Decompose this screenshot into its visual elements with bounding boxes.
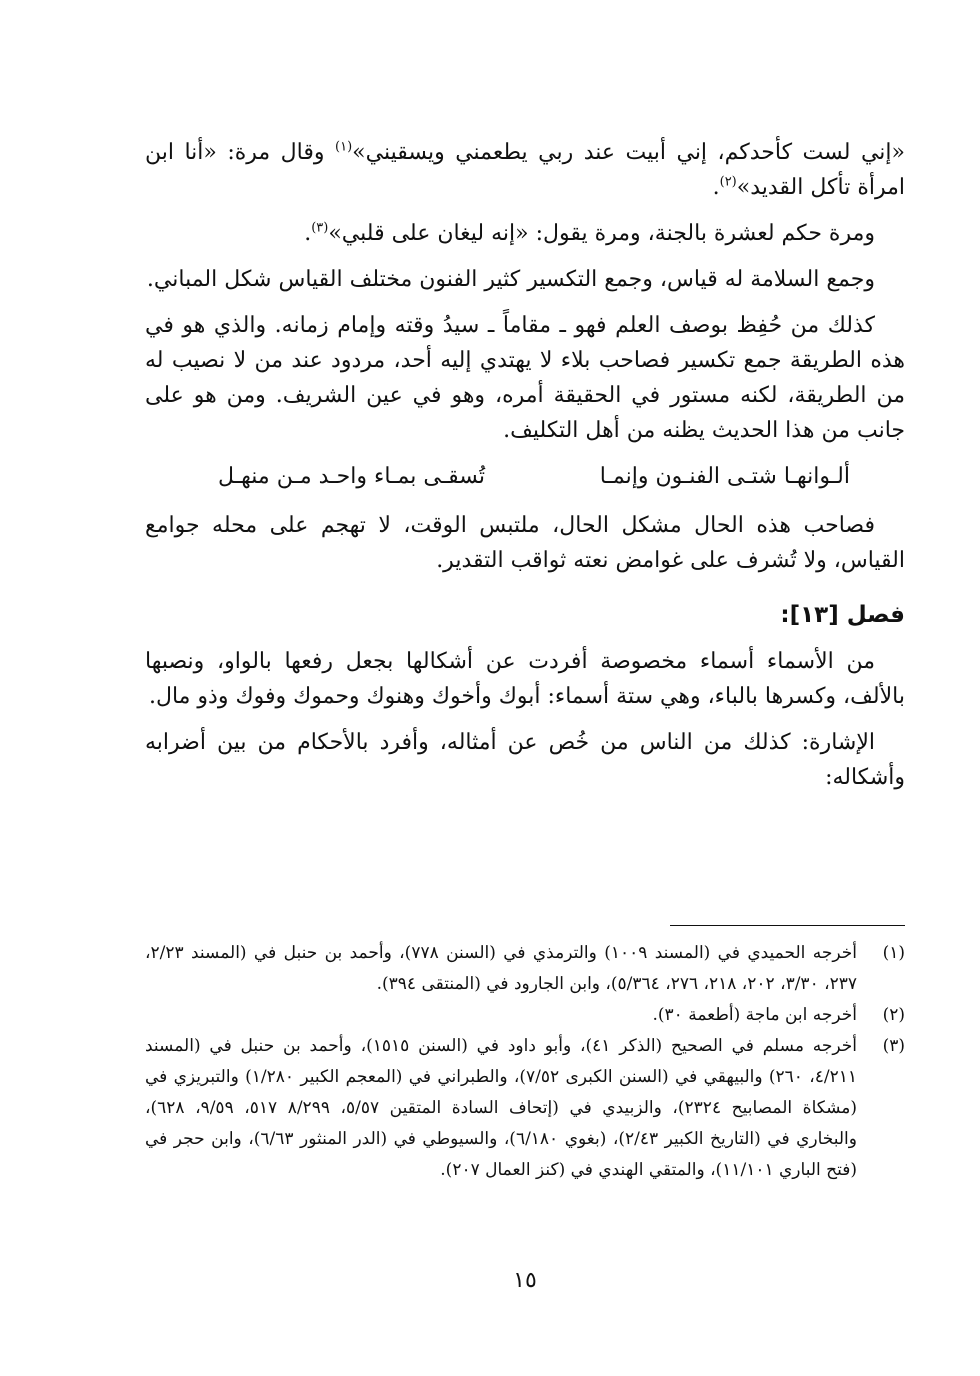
paragraph-7: الإشارة: كذلك من الناس من خُص عن أمثاله، وأفرد بالأحكام من بين أضرابه وأشكاله: (145, 730, 905, 790)
footnote-text: أخرجه ابن ماجة (أطعمة ٣٠). (652, 1005, 857, 1025)
verse-first-hemistich: ألـوانهـا شتـى الفنـون وإنمـا (599, 464, 850, 489)
main-text (145, 135, 905, 806)
footnote-number: (٣) (882, 1036, 905, 1056)
footnote-text: أخرجه مسلم في الصحيح (الذكر ٤١)، وأبو داود في (السنن ١٥١٥)، وأحمد بن حنبل في (المسند ٤/٢١١، ٢٦٠) والبيهقي في (السنن الكبرى ٧/٥٢)، والطبراني في (المعجم الكبير ١/٢٨٠) والتبريزي في (مشكاة المصابيح ٢٣٢٤)، والزبيدي في (إتحاف السادة المتقين ٥/٥٧، ٨/٢٩٩ ٥١٧، ٩/٥٩، ٦٢٨)، والبخاري في (التاريخ الكبير ٢/٤٣)، (بغوي ٦/١٨٠)، والسيوطي في (الدر المنثور ٦/٦٣)، وابن حجر في (فتح الباري ١١/١٠١)، والمتقي الهندي في (كنز العمال ٢٠٧). (145, 1036, 858, 1180)
footnote-2 (145, 1000, 905, 1031)
footnote-text: أخرجه الحميدي في (المسند ١٠٠٩) والترمذي في (السنن ٧٧٨)، وأحمد بن حنبل في (المسند ٢/٢٣، ٢٣٧، ٣/٣٠، ٢٠٢، ٢١٨، ٢٧٦، ٥/٣٦٤)، وابن الجارود في (المنتقى ٣٩٤). (145, 943, 857, 994)
footnote-ref-2: (٢) (719, 174, 737, 190)
footnotes (145, 938, 905, 1186)
punctuation: . (304, 221, 312, 246)
verse-second-hemistich: تُسقـى بمـاء واحـد مـن منهـل (218, 464, 485, 489)
footnote-ref-1: (١) (335, 139, 353, 155)
paragraph-4: كذلك من حُفِظ بوصف العلم فهو ـ مقاماً ـ سيدُ وقته وإمام زمانه. والذي هو في هذه الطريقة جمع تكسير فصاحب بلاء لا يهتدي إليه أحد، مردود عند من لا نصيب له من الطريقة، لكنه مستور في الحقيقة أمره، وهو في عين الشريف. ومن هو على جانب من هذا الحديث يظنه من أهل التكليف. (145, 313, 905, 443)
page (145, 0, 905, 1376)
footnote-number: (١) (882, 943, 905, 963)
paragraph-2 (145, 216, 905, 251)
paragraph-3: وجمع السلامة له قياس، وجمع التكسير كثير الفنون مختلف القياس شكل المباني. (146, 267, 875, 292)
punctuation: . (712, 175, 720, 200)
page-number: ١٥ (513, 1268, 537, 1293)
paragraph-5: فصاحب هذه الحال مشكل الحال، ملتبس الوقت، لا تهجم على محله جوامع القياس، ولا تُشرف على غوامض نعته ثواقب التقدير. (145, 513, 905, 573)
footnote-separator (670, 925, 905, 926)
quote-text: «إني لست كأحدكم، إني أبيت عند ربي يطعمني ويسقيني» (352, 140, 905, 165)
poetry-verse (145, 459, 905, 494)
quote-text-2: وقال مرة: «أنا ابن امرأة تأكل القديد» (145, 140, 905, 200)
footnote-3 (145, 1031, 905, 1186)
section-heading: فصل [١٣]: (780, 602, 905, 628)
footnote-ref-3: (٣) (311, 220, 329, 236)
paragraph-2-text: ومرة حكم لعشرة بالجنة، ومرة يقول: «إنه ليغان على قلبي» (328, 221, 875, 246)
footnote-1 (145, 938, 905, 1000)
paragraph-6: من الأسماء أسماء مخصوصة أفردت عن أشكالها بجعل رفعها بالواو، ونصبها بالألف، وكسرها بالباء، وهي ستة أسماء: أبوك وأخوك وهنوك وحموك وفوك وذو مال. (145, 649, 905, 709)
paragraph-1 (145, 135, 905, 205)
footnote-number: (٢) (882, 1005, 905, 1025)
